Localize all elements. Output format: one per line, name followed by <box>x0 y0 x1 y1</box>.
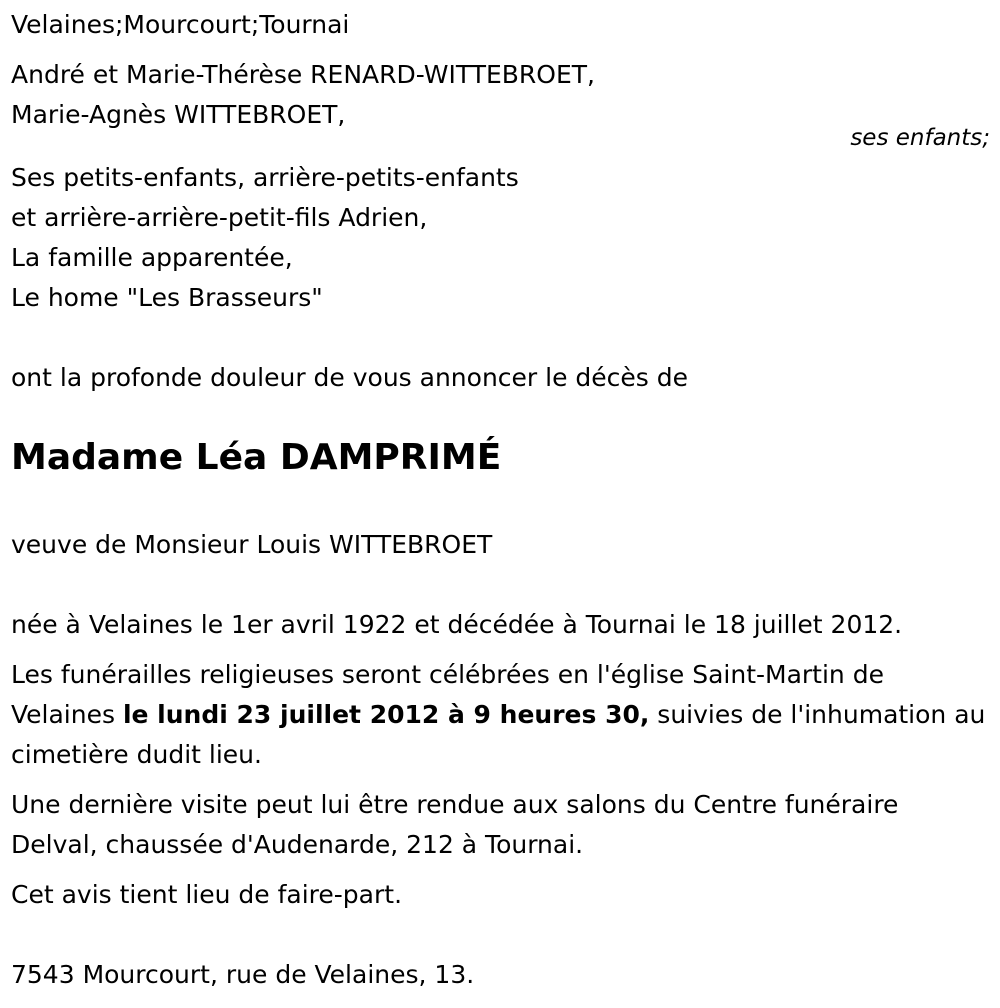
funeral-line-3: cimetière dudit lieu. <box>11 740 262 769</box>
deceased-name: Madame Léa DAMPRIMÉ <box>11 437 502 478</box>
children-line-2: Marie-Agnès WITTEBROET, <box>11 100 346 129</box>
notice-line: Cet avis tient lieu de faire-part. <box>11 880 403 909</box>
funeral-burial-text: suivies de l'inhumation au <box>649 700 986 729</box>
widow-of-line: veuve de Monsieur Louis WITTEBROET <box>11 530 493 559</box>
grandchildren-line-1: Ses petits-enfants, arrière-petits-enfants <box>11 163 519 192</box>
visit-line-2: Delval, chaussée d'Audenarde, 212 à Tournai. <box>11 830 584 859</box>
announcement-intro: ont la profonde douleur de vous annoncer le décès de <box>11 363 689 392</box>
birth-death-line: née à Velaines le 1er avril 1922 et décédée à Tournai le 18 juillet 2012. <box>11 610 903 639</box>
children-role: ses enfants; <box>850 125 990 151</box>
places-header: Velaines;Mourcourt;Tournai <box>11 10 350 39</box>
address-line: 7543 Mourcourt, rue de Velaines, 13. <box>11 960 475 989</box>
home-line: Le home "Les Brasseurs" <box>11 283 323 312</box>
visit-line-1: Une dernière visite peut lui être rendue aux salons du Centre funéraire <box>11 790 899 819</box>
children-line-1: André et Marie-Thérèse RENARD-WITTEBROET, <box>11 60 595 89</box>
funeral-line-2 <box>11 695 985 735</box>
funeral-date-time: le lundi 23 juillet 2012 à 9 heures 30, <box>122 700 650 729</box>
relatives-line: La famille apparentée, <box>11 243 293 272</box>
funeral-line-1: Les funérailles religieuses seront célébrées en l'église Saint-Martin de <box>11 660 884 689</box>
grandchildren-line-2: et arrière-arrière-petit-fils Adrien, <box>11 203 428 232</box>
funeral-place: Velaines <box>11 700 123 729</box>
